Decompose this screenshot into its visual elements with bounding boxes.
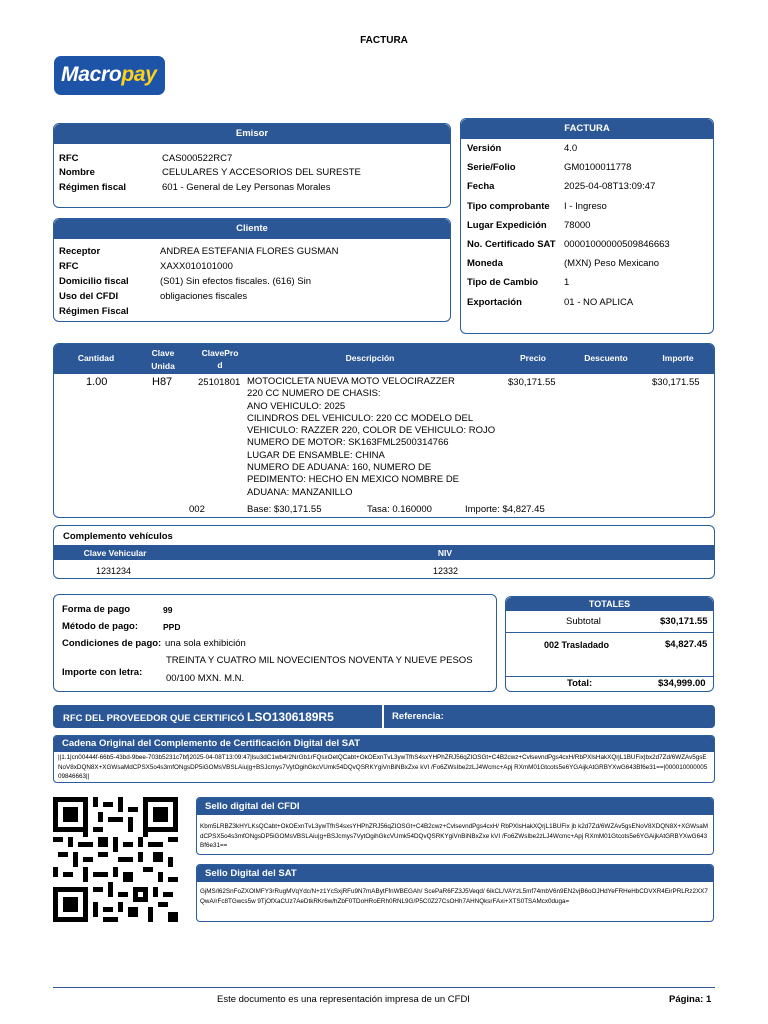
sello-sat-text: GjMS/l62SnFoZXOIMFY3rRugMVqYdc/N+z1YcSxjRFu9N7mABytFfnWBEGAh/ ScePaR6FZ3J5Veqd/ 6ikCL/VAYzL5mf74mbV6n9EN2vjB6oOJHdYeFRHeHbCDVXR4EirPRLRz2XX7QwA/rFc8TGwcs5w 9TjOfXaCUz7AeDtkRKr6w/hZbF0TDoHRoERh0RNL9G/P5C0Z27CsOHh7AHNQksrFAxi+XTS0TSAMcx0duga= [200, 888, 708, 905]
total-label: Total: [567, 678, 593, 689]
factura-label: No. Certificado SAT [467, 239, 556, 250]
emisor-rfc-label: RFC [59, 153, 79, 164]
factura-label: Tipo comprobante [467, 200, 550, 212]
trasladado-label: 002 Trasladado [544, 640, 610, 650]
niv-value: 12332 [433, 566, 459, 576]
metodo-pago-label: Método de pago: [62, 621, 138, 632]
th-descuento: Descuento [584, 353, 628, 363]
factura-value: 2025-04-08T13:09:47 [564, 181, 656, 193]
complemento-title: Complemento vehículos [63, 531, 173, 542]
sello-sat-title: Sello Digital del SAT [197, 865, 713, 882]
th-importe: Importe [662, 353, 694, 363]
factura-value: (MXN) Peso Mexicano [564, 258, 660, 270]
cliente-receptor-value: ANDREA ESTEFANIA FLORES GUSMAN [160, 246, 339, 257]
cliente-rfc-label: RFC [59, 261, 79, 272]
logo-text-pay: pay [121, 63, 157, 86]
th-precio: Precio [520, 353, 546, 363]
emisor-nombre-value: CELULARES Y ACCESORIOS DEL SURESTE [162, 167, 361, 178]
factura-label: Tipo de Cambio [467, 277, 539, 289]
th-clave-unidad-1: Clave [151, 348, 175, 358]
factura-value: 78000 [564, 219, 591, 231]
cliente-regimen-label: Régimen Fiscal [59, 306, 129, 317]
factura-label: Versión [467, 143, 502, 154]
item-clave-prod: 25101801 [198, 377, 241, 388]
item-descripcion [247, 376, 497, 499]
emisor-regimen-value: 601 - General de Ley Personas Morales [162, 182, 331, 193]
th-clave-prod-2: d [217, 360, 223, 370]
factura-label: Moneda [467, 258, 503, 270]
cadena-text: ||1.1|cn00444f-66b5-43bd-9bee-703b5231c7bf|2025-04-08T13:09:47|lsu3dC1wb4r2NrGb1rFQsxOetQCabt+OkOExnTvL3ywTfhS4sxYHPhZRJ56qZIOSGt+C4B2cwz+CvlsevndPgs4cxH/RbPXlsHakXQrjL1BUFix|bx2d7Zd/6WZAv5gsENoV8xDQN8X+XGWsaMdCPSX5o4s3mfONgsDP5iGOMsVBSLAiu|g+BSJcmys7VytOgihGkcVUmk54DQvQSRKYgiVnBiNBxZxe kVI /Fo6ZWsIbe2zLJ4Wcmc+Apj RXmM01Gtcots5e6YGAijkAtGRBYXwG643Bf6e31==|00001000000509846663|| [58, 754, 708, 780]
subtotal-value: $30,171.55 [660, 616, 708, 627]
desc-line: VEHICULO: RAZZER 220, COLOR DE VEHICULO: ROJO [247, 425, 496, 437]
importe-letra-label: Importe con letra: [62, 667, 143, 678]
proveedor-label [63, 710, 334, 724]
th-clave-unidad-2: Unida [151, 361, 175, 371]
desc-line: PEDIMENTO: HECHO EN MEXICO NOMBRE DE [247, 474, 460, 486]
desc-line: MOTOCICLETA NUEVA MOTO VELOCIRAZZER [247, 376, 455, 387]
impuesto-codigo: 002 [189, 504, 205, 515]
th-niv: NIV [437, 548, 453, 558]
metodo-pago-value: PPD [163, 622, 181, 632]
cliente-receptor-label: Receptor [59, 246, 101, 257]
impuesto-tasa: Tasa: 0.160000 [367, 504, 432, 515]
sello-cfdi-text: Kbm5LRBZ3kHYLKsQCabt+OkOExnTvL3ywTfhS4sxsYHPhZRJ56qZIOSGt+C4B2cwz+CvlsevndPgs4cxH/ RbPXlsHakXQrjL1BUFix jb k2d7Zd/6WZAv5gsENoV8XDQN8X+XGWsaMdCPSX5o4s3mfONgsDP5iGOMsVBSLAiu|g+BSJcmys7VytOgihGkcVUmk54DQvQSRKYgiVnBiNBxZxe kVI /Fo6ZWsIbe2zLJ4Wcmc+Apj RXmM01Gtcots5e6YGAijkAtGRBYXwG643Bf6e31== [200, 823, 709, 849]
proveedor-rfc: LSO1306189R5 [247, 710, 334, 724]
page-number: Página: 1 [669, 994, 712, 1005]
item-cantidad: 1.00 [86, 376, 108, 388]
cadena-title: Cadena Original del Complemento de Certificación Digital del SAT [54, 736, 714, 752]
desc-line: ADUANA: MANZANILLO [247, 486, 353, 498]
condiciones-value: una sola exhibición [165, 638, 246, 649]
cliente-uso-value: obligaciones fiscales [160, 291, 248, 302]
emisor-regimen-label: Régimen fiscal [59, 182, 127, 193]
cliente-domicilio-value: (S01) Sin efectos fiscales. (616) Sin [160, 276, 312, 287]
proveedor-divider [382, 705, 384, 728]
factura-value: GM0100011778 [564, 162, 632, 174]
document-title: FACTURA [360, 35, 408, 46]
subtotal-label: Subtotal [566, 616, 601, 627]
condiciones-label: Condiciones de pago: [62, 638, 162, 649]
factura-label: Lugar Expedición [467, 219, 547, 231]
desc-line: ANO VEHICULO: 2025 [247, 400, 346, 412]
th-clave-vehicular: Clave Vehicular [83, 548, 147, 558]
importe-letra-line1: TREINTA Y CUATRO MIL NOVECIENTOS NOVENTA Y NUEVE PESOS [166, 655, 473, 666]
cliente-domicilio-label: Domicilio fiscal [59, 276, 129, 287]
th-descripcion: Descripción [345, 353, 395, 363]
factura-label: Fecha [467, 181, 495, 193]
qr-code-icon [53, 797, 178, 922]
item-importe: $30,171.55 [652, 377, 700, 388]
th-clave-prod-1: ClavePro [201, 348, 239, 358]
impuesto-importe: Importe: $4,827.45 [465, 504, 545, 515]
impuesto-base: Base: $30,171.55 [247, 504, 322, 515]
factura-value: 00001000000509846663 [564, 239, 670, 250]
desc-line: 220 CC NUMERO DE CHASIS: [247, 388, 381, 400]
emisor-rfc-value: CAS000522RC7 [162, 153, 233, 164]
th-cantidad: Cantidad [77, 353, 115, 363]
trasladado-value: $4,827.45 [665, 639, 708, 650]
item-precio: $30,171.55 [508, 377, 556, 388]
footer-text: Este documento es una representación impresa de un CFDI [217, 994, 470, 1005]
factura-label: Serie/Folio [467, 162, 516, 174]
factura-label: Exportación [467, 296, 522, 308]
totales-title: TOTALES [506, 597, 713, 611]
desc-line: NUMERO DE ADUANA: 160, NUMERO DE [247, 462, 432, 474]
importe-letra-line2: 00/100 MXN. M.N. [166, 673, 245, 684]
macropay-logo [54, 56, 165, 95]
cliente-rfc-value: XAXX010101000 [160, 261, 233, 272]
desc-line: NUMERO DE MOTOR: SK163FML2500314766 [247, 437, 449, 449]
desc-line: CILINDROS DEL VEHICULO: 220 CC MODELO DEL [247, 412, 474, 424]
desc-line: LUGAR DE ENSAMBLE: CHINA [247, 449, 385, 461]
cliente-title: Cliente [54, 219, 450, 239]
factura-value: 01 - NO APLICA [564, 296, 634, 308]
logo-text-macro: Macro [61, 63, 122, 86]
factura-value: I - Ingreso [564, 200, 607, 212]
factura-title: FACTURA [461, 119, 713, 139]
factura-value: 4.0 [564, 143, 578, 154]
totales-divider-2 [506, 676, 713, 677]
factura-value: 1 [564, 277, 570, 289]
sello-cfdi-title: Sello digital del CFDI [197, 798, 713, 815]
referencia-label: Referencia: [392, 711, 444, 722]
cliente-uso-label: Uso del CFDI [59, 291, 119, 302]
footer-divider [53, 987, 715, 988]
emisor-title: Emisor [54, 124, 450, 144]
clave-vehicular-value: 1231234 [96, 566, 132, 576]
item-unidad: H87 [152, 376, 173, 388]
total-value: $34,999.00 [658, 678, 706, 689]
emisor-nombre-label: Nombre [59, 167, 95, 178]
totales-divider [506, 632, 713, 633]
proveedor-label-text: RFC DEL PROVEEDOR QUE CERTIFICÓ [63, 713, 245, 724]
forma-pago-value: 99 [163, 605, 173, 615]
emisor-box [53, 123, 451, 208]
forma-pago-label: Forma de pago [62, 604, 131, 615]
